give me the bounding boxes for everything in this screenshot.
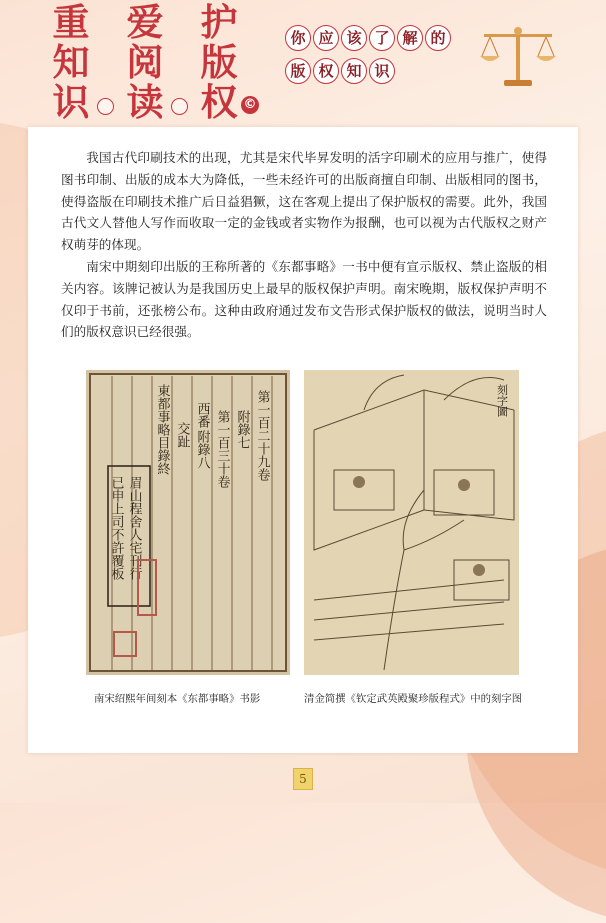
title-char: 阅: [126, 40, 164, 84]
book-column-text: 附錄八: [194, 430, 210, 469]
subtitle-char: 了: [369, 25, 395, 51]
title-char: 权: [200, 80, 238, 124]
subtitle-row-2: [285, 58, 451, 84]
figure-caption-right: 清金简撰《钦定武英殿聚珍版程式》中的刻字图: [304, 693, 523, 705]
title-char: 重: [52, 0, 90, 44]
title-char: 读: [126, 80, 164, 124]
subtitle-char: 解: [397, 25, 423, 51]
book-column-text: 西番: [194, 402, 210, 428]
subtitle-char: 权: [313, 58, 339, 84]
book-column-text: 眉山程舍人宅刊行: [126, 476, 142, 580]
article-body: [61, 147, 547, 343]
title-column: [198, 2, 240, 122]
paragraph: 南宋中期刻印出版的王称所著的《东都事略》一书中便有宣示版权、禁止盗版的相关内容。该牌记被认为是我国历史上最早的版权保护声明。南宋晚期，版权保护声明不仅印于书前，还张榜公布。这种由政府通过发布文告形式保护版权的做法，说明当时人们的版权意识已经很强。: [61, 258, 547, 340]
subtitle-row-1: [285, 25, 451, 51]
book-column-text: 東都事略目錄終: [154, 384, 170, 475]
page-number: 5: [293, 768, 313, 790]
title-char: 版: [200, 40, 238, 84]
page-title: [0, 0, 300, 125]
subtitle-char: 的: [425, 25, 451, 51]
subtitle-char: 知: [341, 58, 367, 84]
book-column-text: 交趾: [174, 422, 190, 448]
subtitle-char: 版: [285, 58, 311, 84]
title-dot: [171, 98, 188, 115]
copyright-icon: ©: [241, 96, 259, 114]
engraving-illustration-image: [304, 370, 519, 675]
title-char: 识: [52, 80, 90, 124]
subtitle: [285, 25, 451, 91]
figure-caption-left: 南宋绍熙年间刻本《东都事略》书影: [94, 693, 261, 705]
paragraph: 我国古代印刷技术的出现，尤其是宋代毕昇发明的活字印刷术的应用与推广，使得图书印制、出版的成本大为降低，一些未经许可的出版商擅自印制、出版相同的图书，使得盗版在印刷技术推广后日益猖獗，这在客观上提出了保护版权的需要。此外，我国古代文人替他人写作而收取一定的金钱或者实物作为报酬，也可以视为古代版权之财产权萌芽的体现。: [61, 150, 547, 253]
title-char: 护: [200, 0, 238, 44]
subtitle-char: 你: [285, 25, 311, 51]
book-column-text: 第一百二十九卷: [254, 390, 270, 481]
content-card: [28, 127, 578, 753]
book-column-text: 已申上司不許覆板: [108, 476, 124, 580]
book-page-image: [86, 370, 290, 675]
title-column: [124, 2, 166, 122]
balance-scale-icon: [478, 22, 558, 92]
illustration-label: 刻字圖: [495, 384, 509, 417]
subtitle-char: 识: [369, 58, 395, 84]
title-dot: [97, 98, 114, 115]
subtitle-char: 应: [313, 25, 339, 51]
book-column-text: 第一百三十卷: [214, 410, 230, 488]
title-column: [50, 2, 92, 122]
title-char: 爱: [126, 0, 164, 44]
title-char: 知: [52, 40, 90, 84]
subtitle-char: 该: [341, 25, 367, 51]
book-column-text: 附錄七: [234, 410, 250, 449]
